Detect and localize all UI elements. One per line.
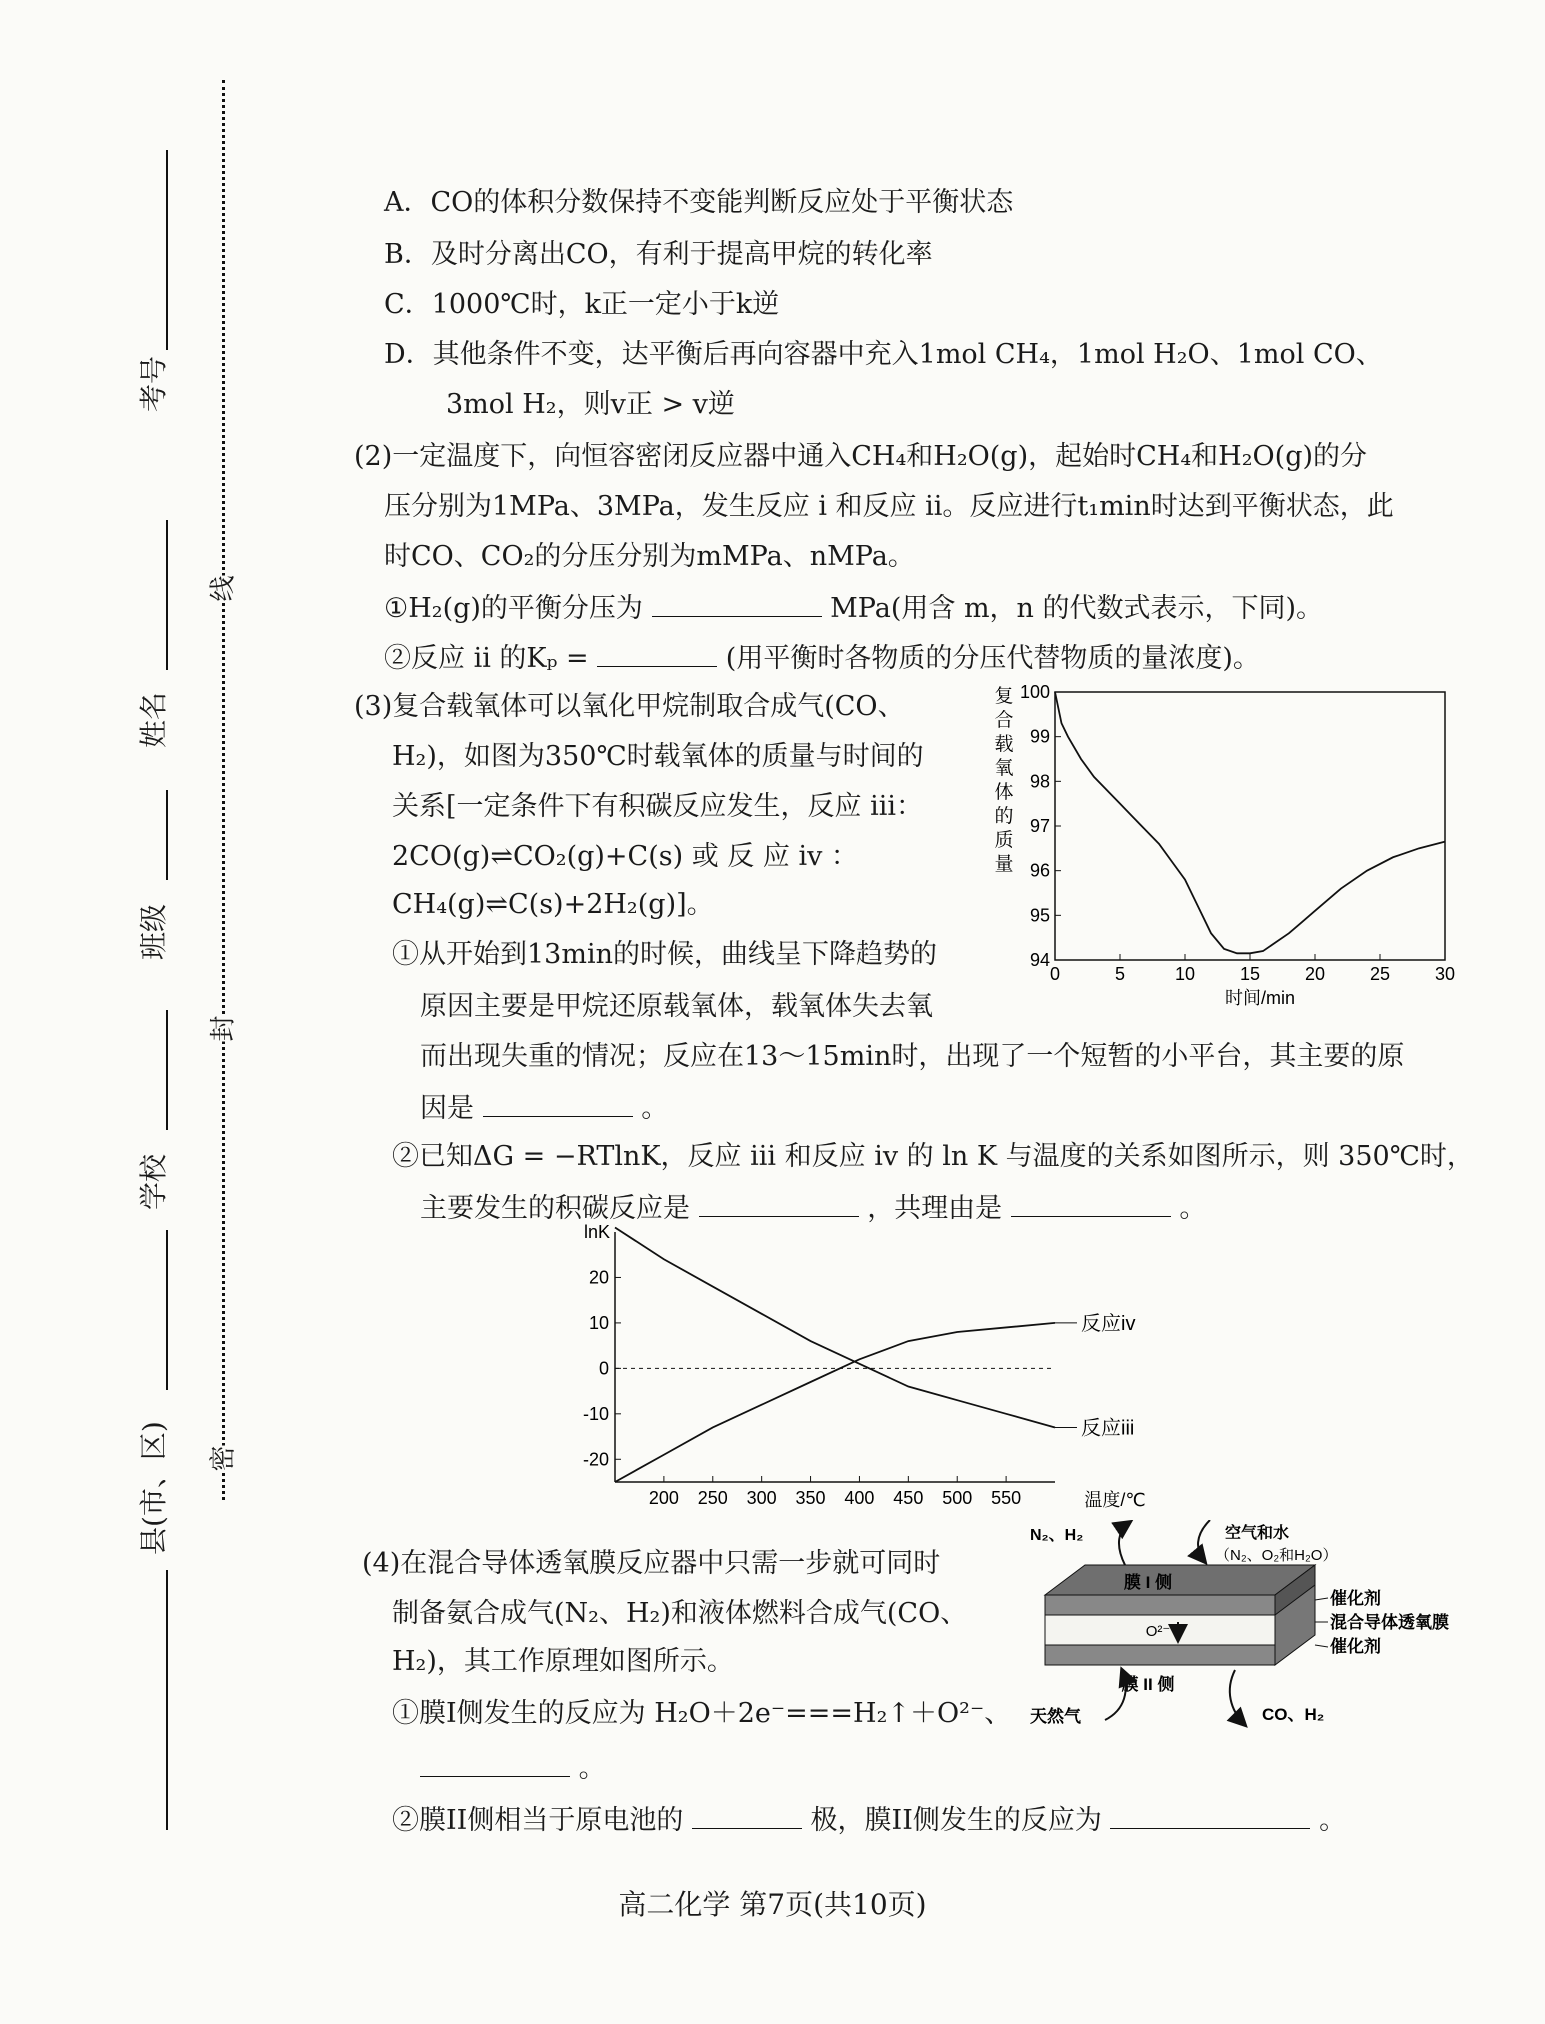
q3-sub1-line4: [420, 1090, 668, 1126]
class-underline: [166, 790, 168, 880]
exam-no-underline: [166, 150, 168, 350]
chart1-y-tick-label: 94: [1029, 950, 1050, 970]
q2-sub2-text-a: ②反应 ii 的Kₚ =: [384, 643, 589, 674]
q3-sub2-answer-blank-2[interactable]: [1011, 1190, 1171, 1217]
q2-sub1-text-b: MPa(用含 m，n 的代数式表示，下同)。: [830, 593, 1324, 624]
binding-mark-seal: 封: [203, 1015, 240, 1041]
chart1-x-tick-label: 5: [1114, 964, 1126, 984]
q2-line1: (2)一定温度下，向恒容密闭反应器中通入CH₄和H₂O(g)，起始时CH₄和H₂O(g)的分: [354, 441, 1368, 472]
natural-gas-label: 天然气: [1030, 1707, 1081, 1726]
chart1-y-axis-title-char: 体: [994, 782, 1014, 803]
q4-line1: (4)在混合导体透氧膜反应器中只需一步就可同时: [362, 1548, 941, 1579]
q3-sub1-text-a: 因是: [420, 1093, 474, 1124]
chart2-x-tick-label: 500: [942, 1488, 973, 1508]
mass-time-chart: [990, 680, 1470, 1020]
q4-sub2-text-c: 。: [1319, 1805, 1347, 1836]
q3-sub1-line2: 原因主要是甲烷还原载氧体，载氧体失去氧: [420, 991, 933, 1022]
catalyst-top-pointer: [1315, 1598, 1328, 1600]
chart2-x-axis-title: 温度/℃: [1084, 1490, 1146, 1510]
air-water-arrow-icon: [1198, 1520, 1210, 1562]
q3-sub2-text-c: 。: [1179, 1193, 1207, 1224]
q4-sub1: ①膜I侧发生的反应为 H₂O＋2e⁻===H₂↑＋O²⁻、: [392, 1698, 1012, 1729]
q3-sub1-line1: ①从开始到13min的时候，曲线呈下降趋势的: [392, 939, 937, 970]
catalyst-bottom-label: 催化剂: [1330, 1637, 1381, 1656]
chart2-y-tick-label: 10: [588, 1312, 609, 1333]
chart1-y-tick-label: 96: [1029, 860, 1050, 881]
q4-line3: H₂)，其工作原理如图所示。: [392, 1646, 734, 1677]
q2-sub1: [384, 590, 1323, 626]
page-footer: 高二化学 第7页(共10页): [618, 1888, 927, 1921]
q2-sub2-answer-blank[interactable]: [597, 640, 717, 667]
chart1-frame: [1055, 692, 1445, 960]
q4-line2: 制备氨合成气(N₂、H₂)和液体燃料合成气(CO、: [392, 1598, 968, 1629]
co-h2-label: CO、H₂: [1262, 1705, 1325, 1724]
q3-line1: (3)复合载氧体可以氧化甲烷制取合成气(CO、: [354, 691, 905, 722]
chart1-x-tick-label: 15: [1239, 964, 1261, 984]
chart1-y-axis-title-char: 复: [994, 686, 1014, 707]
q3-sub2-line1: ②已知ΔG = −RTlnK，反应 iii 和反应 iv 的 ln K 与温度的关系如图所示，则 350℃时，: [392, 1141, 1474, 1172]
q3-sub1-answer-blank[interactable]: [483, 1090, 633, 1117]
chart2-x-tick-label: 450: [893, 1488, 924, 1508]
chart2-x-tick-label: 550: [991, 1488, 1022, 1508]
q4-sub2-text-b: 极，膜II侧发生的反应为: [810, 1805, 1102, 1836]
chart2-y-tick-label: 0: [598, 1358, 609, 1379]
chart1-x-axis-title: 时间/min: [1224, 988, 1296, 1008]
air-water-sub-label: （N₂、O₂和H₂O）: [1215, 1547, 1338, 1564]
chart2-y-tick-label: 20: [588, 1267, 609, 1288]
chart2-y-axis-title: lnK: [583, 1222, 610, 1242]
chart2-y-tick-label: -10: [582, 1403, 609, 1424]
chart1-y-tick-label: 100: [1019, 682, 1050, 702]
q4-sub2: [392, 1802, 1346, 1838]
binding-dotted-line: [222, 80, 225, 1500]
q4-sub1-answer-blank[interactable]: [420, 1750, 570, 1777]
name-underline: [166, 520, 168, 670]
lnk-temperature-chart: [570, 1222, 1170, 1532]
chart1-x-tick-label: 20: [1304, 964, 1326, 984]
option-a: A．CO的体积分数保持不变能判断反应处于平衡状态: [384, 187, 1014, 218]
option-c: C．1000℃时，k正一定小于k逆: [384, 289, 780, 320]
side1-label: 膜 I 侧: [1123, 1573, 1173, 1592]
q2-sub1-text-a: ①H₂(g)的平衡分压为: [384, 593, 643, 624]
q4-sub2-answer-blank-2[interactable]: [1110, 1802, 1310, 1829]
chart2-series-label: 反应iv: [1081, 1312, 1136, 1335]
q4-sub2-answer-blank-1[interactable]: [692, 1802, 802, 1829]
q3-line4: 2CO(g)⇌CO₂(g)+C(s) 或 反 应 iv ：: [392, 841, 858, 872]
q3-sub2-line2: [420, 1190, 1206, 1226]
chart2-x-tick-label: 350: [795, 1488, 826, 1508]
chart1-x-tick-label: 10: [1174, 964, 1196, 984]
chart2-x-tick-label: 400: [844, 1488, 875, 1508]
county-underline-2: [166, 1570, 168, 1830]
chart1-y-axis-title-char: 质: [994, 830, 1014, 851]
membrane-reactor-diagram: [1030, 1520, 1500, 1750]
q2-line3: 时CO、CO₂的分压分别为mMPa、nMPa。: [384, 541, 915, 572]
county-underline: [166, 1230, 168, 1390]
school-underline: [166, 1010, 168, 1130]
membrane-label: 混合导体透氧膜: [1330, 1613, 1449, 1632]
name-label: 姓名: [137, 691, 170, 748]
chart2-series-line: [615, 1227, 1055, 1427]
chart2-x-tick-label: 250: [697, 1488, 728, 1508]
air-water-label: 空气和水: [1225, 1525, 1290, 1542]
class-label: 班级: [137, 903, 170, 960]
binding-mark-line: 线: [203, 575, 240, 601]
q3-sub2-text-b: ，共理由是: [867, 1193, 1003, 1224]
school-label: 学校: [137, 1153, 170, 1210]
co-h2-arrow-icon: [1230, 1670, 1245, 1725]
q3-sub2-text-a: 主要发生的积碳反应是: [420, 1193, 690, 1224]
chart2-series-line: [615, 1323, 1055, 1482]
n2-h2-arrow-icon: [1119, 1522, 1130, 1565]
chart2-x-tick-label: 200: [648, 1488, 679, 1508]
chart1-y-tick-label: 98: [1029, 771, 1050, 792]
q4-sub1-line2: [420, 1750, 606, 1786]
chart1-y-axis-title-char: 合: [994, 710, 1014, 731]
catalyst-bottom-layer: [1045, 1645, 1275, 1665]
chart2-y-tick-label: -20: [582, 1449, 609, 1470]
chart1-y-axis-title-char: 量: [994, 854, 1014, 875]
chart1-x-tick-label: 0: [1049, 964, 1061, 984]
q2-line2: 压分别为1MPa、3MPa，发生反应 i 和反应 ii。反应进行t₁min时达到平衡状态，此: [384, 491, 1394, 522]
catalyst-bottom-pointer: [1315, 1645, 1328, 1647]
q3-line5: CH₄(g)⇌C(s)+2H₂(g)]。: [392, 889, 714, 920]
q4-sub2-text-a: ②膜II侧相当于原电池的: [392, 1805, 684, 1836]
chart1-y-axis-title-char: 载: [994, 734, 1014, 755]
option-d-line1: D．其他条件不变，达平衡后再向容器中充入1mol CH₄，1mol H₂O、1mol CO、: [384, 339, 1383, 370]
chart2-series-label: 反应iii: [1081, 1417, 1135, 1440]
n2-h2-label: N₂、H₂: [1030, 1527, 1084, 1544]
chart1-y-axis-title-char: 的: [994, 806, 1014, 827]
q3-sub1-text-b: 。: [641, 1093, 669, 1124]
chart1-y-tick-label: 97: [1029, 816, 1050, 836]
exam-no-label: 考号: [137, 355, 170, 412]
side2-label: 膜 II 侧: [1121, 1675, 1175, 1694]
chart1-y-tick-label: 99: [1029, 726, 1050, 747]
q3-line2: H₂)，如图为350℃时载氧体的质量与时间的: [392, 741, 924, 772]
q3-sub2-answer-blank-1[interactable]: [699, 1190, 859, 1217]
binding-mark-secret: 密: [203, 1445, 240, 1471]
catalyst-top-label: 催化剂: [1330, 1589, 1381, 1608]
oxide-ion-label: O²⁻: [1145, 1623, 1171, 1640]
chart1-y-axis-title-char: 氧: [994, 758, 1014, 779]
q3-sub1-line3: 而出现失重的情况；反应在13～15min时，出现了一个短暂的小平台，其主要的原: [420, 1041, 1405, 1072]
option-b: B．及时分离出CO，有利于提高甲烷的转化率: [384, 239, 933, 270]
chart1-mass-line: [1055, 692, 1445, 953]
chart1-x-tick-label: 25: [1369, 964, 1391, 984]
q2-sub2: [384, 640, 1260, 676]
membrane-top-face: [1045, 1565, 1315, 1595]
catalyst-top-layer: [1045, 1595, 1275, 1615]
q2-sub1-answer-blank[interactable]: [652, 590, 822, 617]
q2-sub2-text-b: (用平衡时各物质的分压代替物质的量浓度)。: [725, 643, 1260, 674]
chart1-x-tick-label: 30: [1434, 964, 1456, 984]
chart2-x-tick-label: 300: [746, 1488, 777, 1508]
q4-sub1-text-b: 。: [578, 1753, 606, 1784]
chart1-y-tick-label: 95: [1029, 905, 1050, 926]
option-d-line2: 3mol H₂，则v正 > v逆: [446, 389, 735, 420]
q3-line3: 关系[一定条件下有积碳反应发生，反应 iii：: [392, 791, 924, 822]
county-label: 县(市、区): [137, 1421, 170, 1555]
